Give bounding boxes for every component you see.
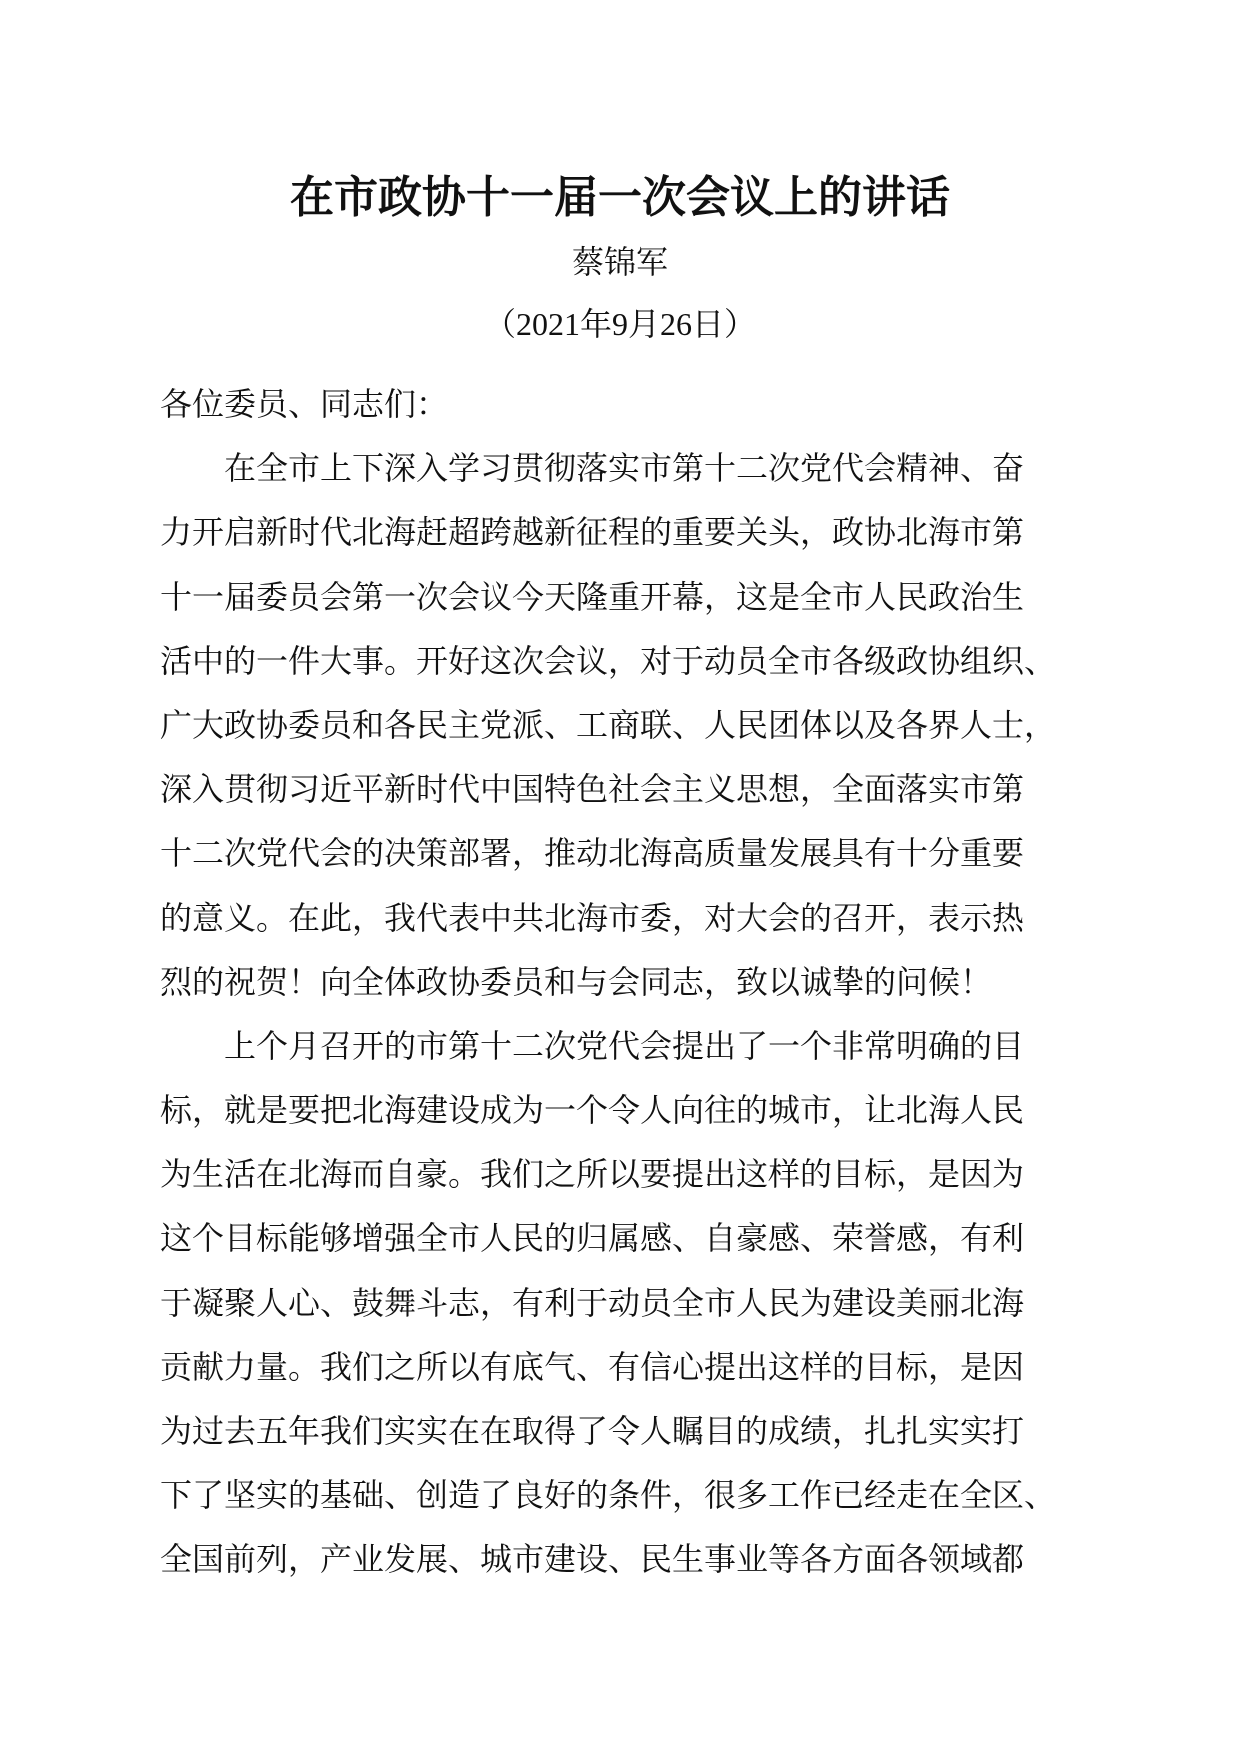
body-line: 广大政协委员和各民主党派、工商联、人民团体以及各界人士，	[160, 705, 1057, 744]
body-line: 为过去五年我们实实在在取得了令人瞩目的成绩，扎扎实实打	[160, 1412, 1025, 1450]
document-body	[160, 372, 1100, 1592]
body-line: 标，就是要把北海建设成为一个令人向往的城市，让北海人民	[160, 1091, 1025, 1130]
document-author: 蔡锦军	[571, 243, 668, 281]
body-line: 在全市上下深入学习贯彻落实市第十二次党代会精神、奋	[224, 449, 1025, 488]
date-day: 26	[660, 306, 692, 342]
date-year-unit: 年	[579, 305, 612, 343]
body-line: 深入贯彻习近平新时代中国特色社会主义思想，全面落实市第	[160, 770, 1025, 809]
date-month: 9	[611, 306, 628, 342]
body-line: 的意义。在此，我代表中共北海市委，对大会的召开，表示热	[160, 898, 1025, 937]
body-line: 十二次党代会的决策部署，推动北海高质量发展具有十分重要	[160, 834, 1025, 873]
date-year: 2021	[515, 306, 580, 342]
document-title: 在市政协十一届一次会议上的讲话	[290, 172, 950, 223]
body-line: 于凝聚人心、鼓舞斗志，有利于动员全市人民为建设美丽北海	[160, 1283, 1025, 1322]
date-close-paren: ）	[724, 305, 757, 343]
body-line: 烈的祝贺！向全体政协委员和与会同志，致以诚挚的问候！	[160, 962, 993, 1001]
body-line: 力开启新时代北海赶超跨越新征程的重要关头，政协北海市第	[160, 513, 1025, 552]
body-line: 为生活在北海而自豪。我们之所以要提出这样的目标，是因为	[160, 1155, 1025, 1194]
salutation-line: 各位委员、同志们：	[160, 385, 449, 423]
document-date	[0, 302, 1240, 346]
body-line: 下了坚实的基础、创造了良好的条件，很多工作已经走在全区、	[160, 1476, 1057, 1515]
body-line: 活中的一件大事。开好这次会议，对于动员全市各级政协组织、	[160, 641, 1057, 680]
date-month-unit: 月	[627, 305, 660, 343]
body-line: 这个目标能够增强全市人民的归属感、自豪感、荣誉感，有利	[160, 1219, 1025, 1258]
body-line: 全国前列，产业发展、城市建设、民生事业等各方面各领域都	[160, 1540, 1025, 1579]
date-day-unit: 日	[692, 305, 725, 343]
date-open-paren: （	[483, 305, 516, 343]
body-line: 十一届委员会第一次会议今天隆重开幕，这是全市人民政治生	[160, 577, 1025, 616]
body-line: 贡献力量。我们之所以有底气、有信心提出这样的目标，是因	[160, 1347, 1025, 1386]
body-line: 上个月召开的市第十二次党代会提出了一个非常明确的目	[224, 1026, 1025, 1065]
